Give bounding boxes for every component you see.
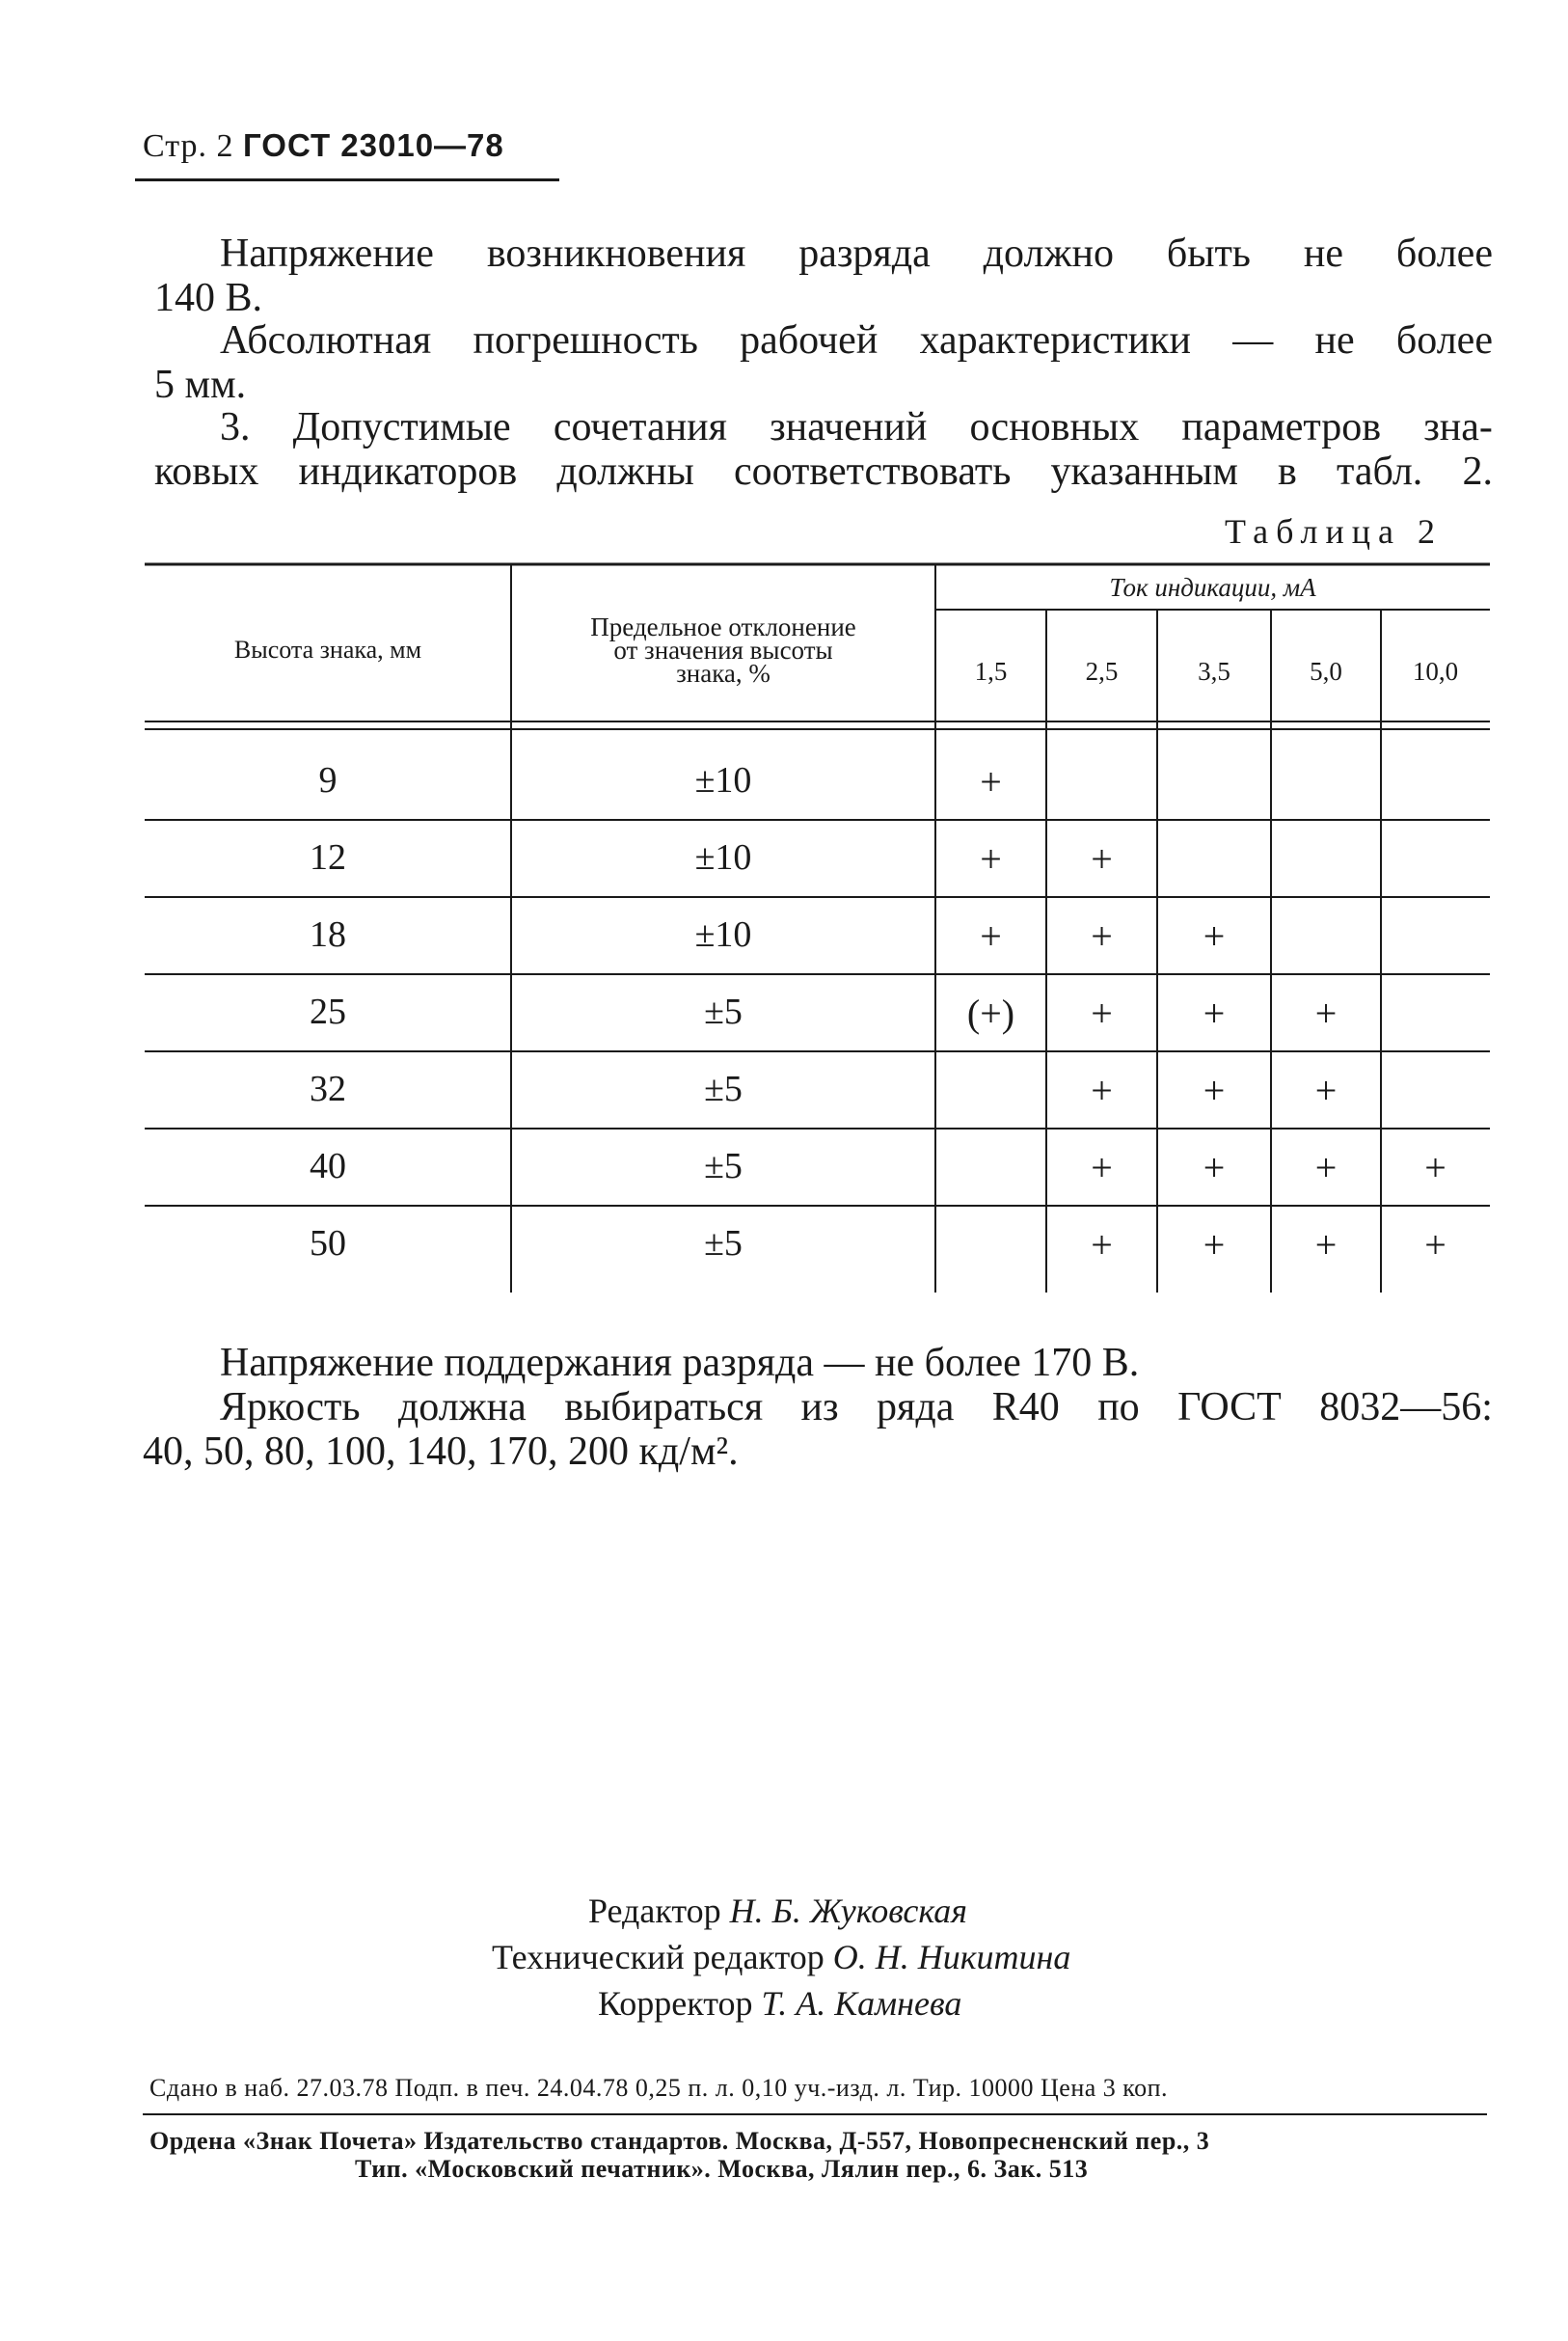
after-table-line-3: 40, 50, 80, 100, 140, 170, 200 кд/м². <box>143 1429 739 1474</box>
table-cell-deviation: ±5 <box>704 1146 743 1186</box>
table-caption: Таблица 2 <box>1225 512 1443 551</box>
table-cell-mark: + <box>1314 1223 1338 1266</box>
imprint-line-1: Сдано в наб. 27.03.78 Подп. в печ. 24.04.78 0,25 п. л. 0,10 уч.-изд. л. Тир. 10000 Цена 3 коп. <box>149 2074 1168 2102</box>
table-cell-mark: + <box>1203 1069 1226 1112</box>
table-cell-mark: + <box>1091 837 1113 881</box>
th-deviation: Предельное отклонение от значения высоты знака, % <box>590 612 856 688</box>
table-cell-mark: + <box>1314 1146 1338 1189</box>
after-table-line-2: Яркость должна выбираться из ряда R40 по ГОСТ 8032—56: <box>220 1385 1493 1429</box>
table-cell-deviation: ±5 <box>704 992 743 1032</box>
paragraph-3-line-1: 3. Допустимые сочетания значений основных параметров зна- <box>220 405 1493 449</box>
table-cell-height: 18 <box>310 914 346 955</box>
table-cell-mark: + <box>1091 914 1113 958</box>
table-cell-mark: + <box>1091 992 1113 1035</box>
th-height: Высота знака, мм <box>233 636 422 664</box>
table-cell-mark: + <box>1424 1146 1446 1189</box>
table-cell-mark: + <box>980 914 1002 958</box>
table-cell-mark: + <box>980 760 1002 803</box>
document-title: ГОСТ 23010—78 <box>243 127 504 163</box>
imprint-line-3: Тип. «Московский печатник». Москва, Лялин пер., 6. Зак. 513 <box>355 2155 1089 2183</box>
table-cell-mark: + <box>1314 992 1338 1035</box>
table-cell-mark: + <box>1091 1223 1113 1266</box>
table-cell-mark: + <box>1424 1223 1446 1266</box>
page-number: Стр. 2 <box>143 128 234 164</box>
table-cell-mark: + <box>1203 1146 1226 1189</box>
table-cell-height: 25 <box>310 992 346 1032</box>
table-cell-height: 40 <box>310 1146 346 1186</box>
th-current-5: 10,0 <box>1412 657 1459 686</box>
th-current-4: 5,0 <box>1310 657 1342 686</box>
table-cell-deviation: ±5 <box>704 1069 743 1109</box>
paragraph-2-line-2: 5 мм. <box>154 363 247 407</box>
th-current-2: 2,5 <box>1085 657 1119 686</box>
th-current-3: 3,5 <box>1198 657 1230 686</box>
paragraph-1-line-1: Напряжение возникновения разряда должно быть не более <box>220 231 1493 276</box>
table-cell-mark: (+) <box>966 992 1015 1035</box>
table-cell-mark: + <box>1203 914 1226 958</box>
after-table-line-1: Напряжение поддержания разряда — не более 170 В. <box>220 1341 1140 1385</box>
table-cell-mark: + <box>980 837 1002 881</box>
table-cell-height: 9 <box>318 760 338 801</box>
paragraph-3-line-2: ковых индикаторов должны соответствовать указанным в табл. 2. <box>154 449 1493 494</box>
paragraph-1-line-2: 140 В. <box>154 276 263 320</box>
th-current-1: 1,5 <box>974 657 1008 686</box>
credit-corrector: Корректор Т. А. Камнева <box>598 1984 962 2023</box>
imprint-divider <box>143 2113 1487 2115</box>
table-cell-deviation: ±10 <box>694 760 752 801</box>
table-cell-deviation: ±10 <box>694 914 752 955</box>
table-cell-mark: + <box>1203 1223 1226 1266</box>
table-cell-height: 50 <box>310 1223 346 1264</box>
table-cell-mark: + <box>1203 992 1226 1035</box>
th-current-group: Ток индикации, мА <box>1109 573 1316 602</box>
table-cell-deviation: ±10 <box>694 837 752 878</box>
table-cell-height: 32 <box>310 1069 346 1109</box>
credit-editor: Редактор Н. Б. Жуковская <box>588 1892 968 1930</box>
table-cell-mark: + <box>1091 1069 1113 1112</box>
table-cell-mark: + <box>1091 1146 1113 1189</box>
table-cell-mark: + <box>1314 1069 1338 1112</box>
table-cell-height: 12 <box>310 837 346 878</box>
paragraph-2-line-1: Абсолютная погрешность рабочей характеристики — не более <box>220 318 1493 363</box>
imprint-line-2: Ордена «Знак Почета» Издательство стандартов. Москва, Д-557, Новопресненский пер., 3 <box>149 2127 1210 2155</box>
table-cell-deviation: ±5 <box>704 1223 743 1264</box>
credit-tech-editor: Технический редактор О. Н. Никитина <box>492 1938 1071 1976</box>
